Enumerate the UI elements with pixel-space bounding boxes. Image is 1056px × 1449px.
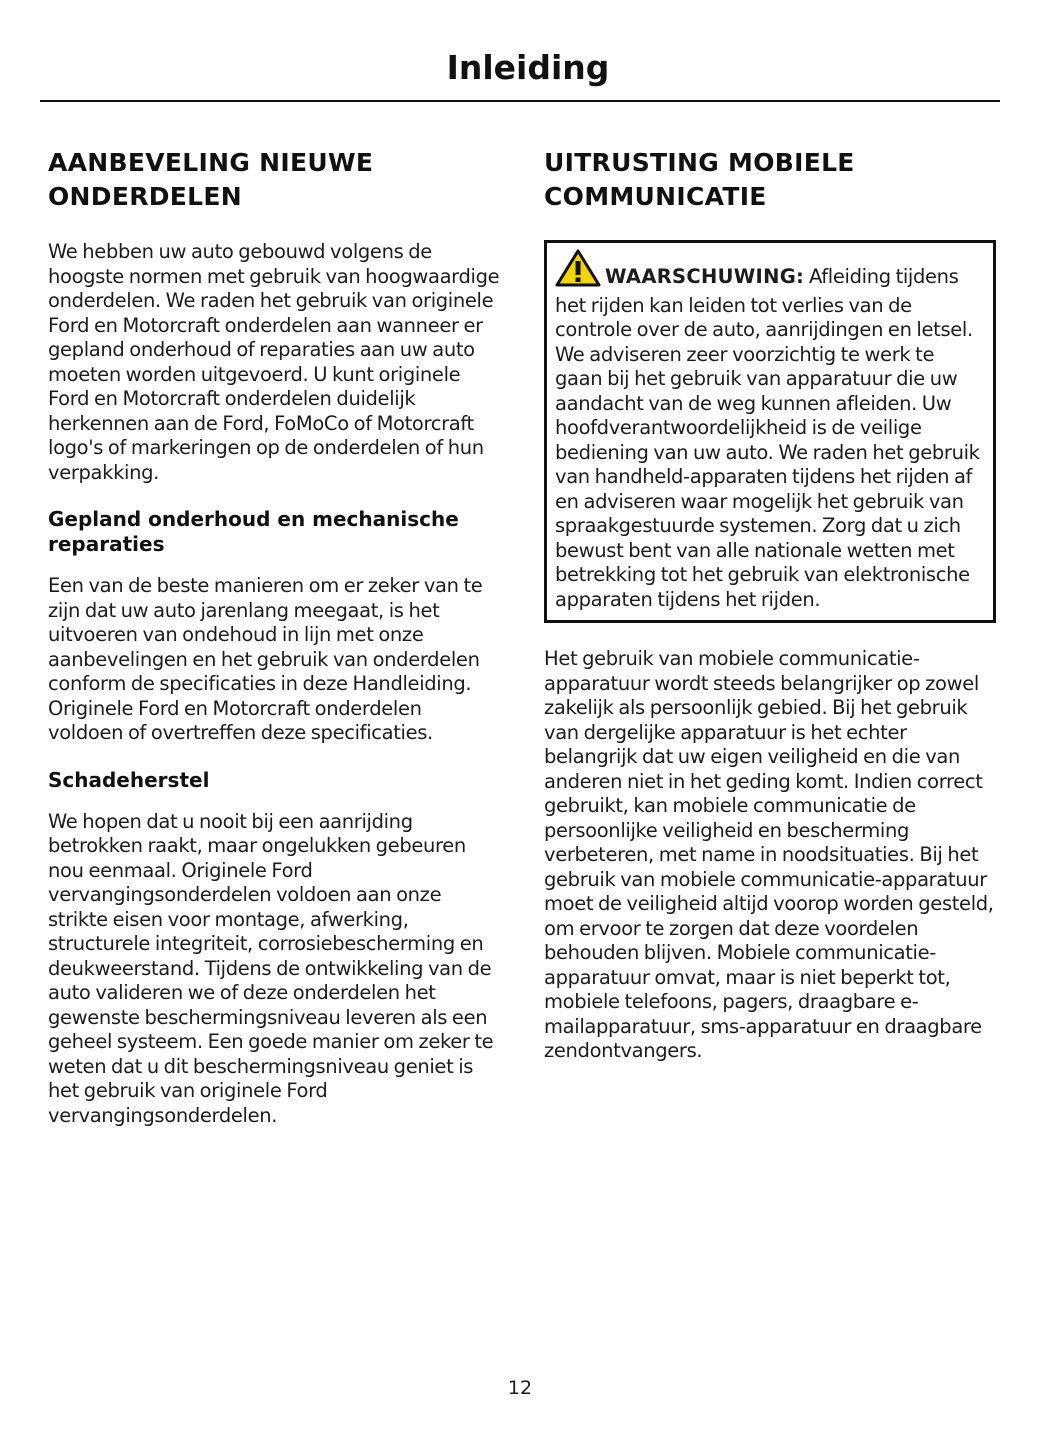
warning-triangle-icon	[555, 249, 601, 294]
page-number: 12	[507, 1377, 533, 1399]
subsection-heading-maintenance: Gepland onderhoud en mechanische reparaties	[48, 507, 459, 556]
new-parts-intro: We hebben uw auto gebouwd volgens de hoogste normen met gebruik van hoogwaardige onderdelen. We raden het gebruik van originele Ford en Motorcraft onderdelen aan wanneer er gepland onderhoud of reparaties aan uw auto moeten worden uitgevoerd. U kunt originele Ford en Motorcraft onderdelen duidelijk herkennen aan de Ford, FoMoCo of Motorcraft logo's of markeringen op de onderdelen of hun verpakking.	[48, 240, 500, 484]
warning-text: Afleiding tijdens het rijden kan leiden tot verlies van de controle over de auto, aanrijdingen en letsel. We adviseren zeer voorzichtig te werk te gaan bij het gebruik van apparatuur die uw aandacht van de weg kunnen afleiden. Uw hoofdverantwoordelijkheid is de veilige bediening van uw auto. We raden het gebruik van handheld-apparaten tijdens het rijden af en adviseren waar mogelijk het gebruik van spraakgestuurde systemen. Zorg dat u zich bewust bent van alle nationale wetten met betrekking tot het gebruik van elektronische apparaten tijdens het rijden.	[555, 265, 980, 611]
right-column	[544, 146, 996, 1086]
left-column	[48, 146, 500, 1150]
section-heading-mobile-communication: UITRUSTING MOBIELE COMMUNICATIE	[544, 148, 855, 211]
title-divider	[40, 100, 1000, 102]
warning-paragraph	[555, 249, 985, 612]
subsection-heading-collision-repair: Schadeherstel	[48, 767, 210, 792]
section-heading-new-parts: AANBEVELING NIEUWE ONDERDELEN	[48, 148, 374, 211]
warning-box	[544, 240, 996, 623]
warning-label: WAARSCHUWING:	[605, 265, 805, 288]
page-title: Inleiding	[446, 48, 610, 87]
mobile-communication-text: Het gebruik van mobiele communicatie-apparatuur wordt steeds belangrijker op zowel zakelijk als persoonlijk gebied. Bij het gebruik van dergelijke apparatuur is het echter belangrijk dat uw eigen veiligheid en die van anderen niet in het geding komt. Indien correct gebruikt, kan mobiele communicatie de persoonlijke veiligheid en bescherming verbeteren, met name in noodsituaties. Bij het gebruik van mobiele communicatie-apparatuur moet de veiligheid altijd voorop worden gesteld, om ervoor te zorgen dat deze voordelen behouden blijven. Mobiele communicatie-apparatuur omvat, maar is niet beperkt tot, mobiele telefoons, pagers, draagbare e-mailapparatuur, sms-apparatuur en draagbare zendontvangers.	[544, 647, 994, 1062]
collision-repair-text: We hopen dat u nooit bij een aanrijding betrokken raakt, maar ongelukken gebeuren nou eenmaal. Originele Ford vervangingsonderdelen voldoen aan onze strikte eisen voor montage, afwerking, structurele integriteit, corrosiebescherming en deukweerstand. Tijdens de ontwikkeling van de auto valideren we of deze onderdelen het gewenste beschermingsniveau leveren als een geheel systeem. Een goede manier om zeker te weten dat u dit beschermingsniveau geniet is het gebruik van originele Ford vervangingsonderdelen.	[48, 809, 494, 1127]
maintenance-text: Een van de beste manieren om er zeker van te zijn dat uw auto jarenlang meegaat, is het uitvoeren van ondehoud in lijn met onze aanbevelingen en het gebruik van onderdelen conform de specificaties in deze Handleiding. Originele Ford en Motorcraft onderdelen voldoen of overtreffen deze specificaties.	[48, 574, 483, 744]
